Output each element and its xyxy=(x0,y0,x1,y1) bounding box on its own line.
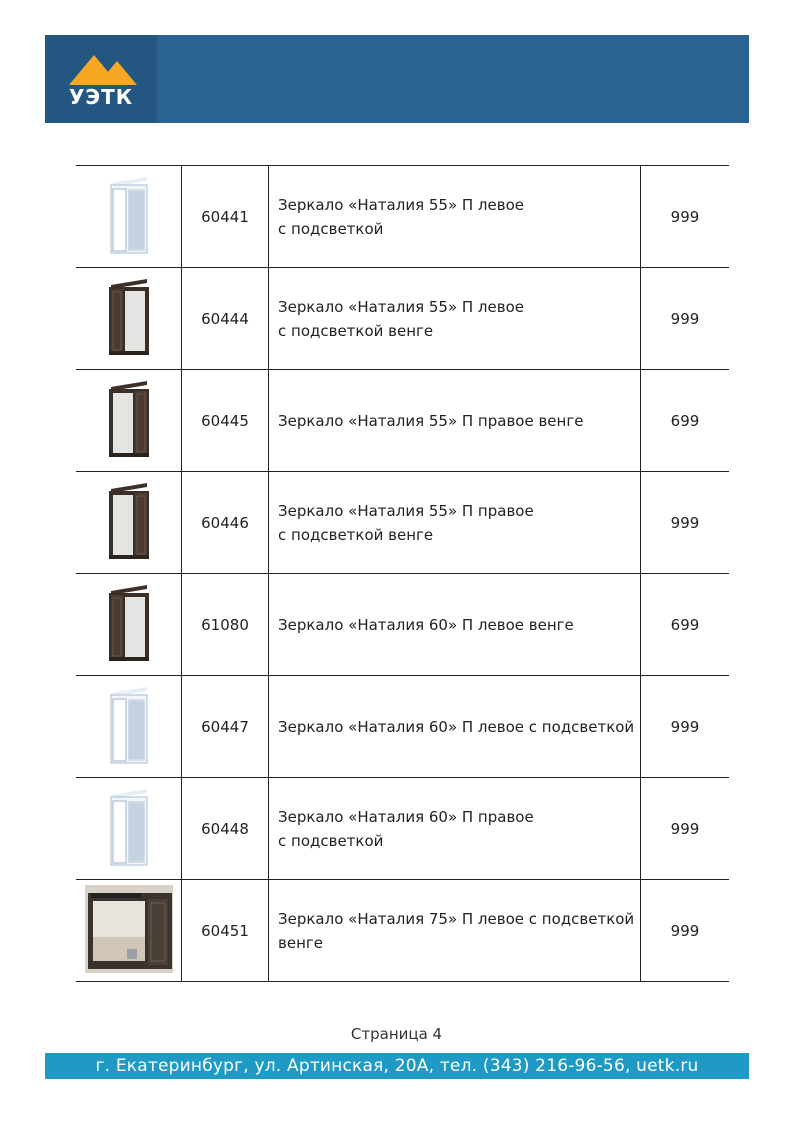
product-code: 60447 xyxy=(182,676,269,778)
product-price: 999 xyxy=(641,268,730,370)
product-name-line: венге xyxy=(278,933,323,952)
logo-text: УЭТК xyxy=(69,85,134,109)
product-name-line: Зеркало «Наталия 55» П левое xyxy=(278,195,524,214)
product-name xyxy=(269,268,641,370)
product-name-line: Зеркало «Наталия 55» П правое венге xyxy=(278,411,584,430)
table-row xyxy=(76,676,729,778)
wide-wenge-mirror-cabinet-photo xyxy=(85,885,173,977)
product-name-line: Зеркало «Наталия 60» П правое xyxy=(278,807,534,826)
product-image-cell xyxy=(76,472,182,574)
wenge-mirror-cabinet-right-icon xyxy=(107,481,151,565)
product-image-cell xyxy=(76,166,182,268)
product-price: 999 xyxy=(641,778,730,880)
product-name xyxy=(269,166,641,268)
product-name-line: с подсветкой венге xyxy=(278,321,434,340)
wenge-mirror-cabinet-left-icon xyxy=(107,277,151,361)
product-price: 999 xyxy=(641,676,730,778)
product-code: 60451 xyxy=(182,880,269,982)
product-price: 999 xyxy=(641,880,730,982)
page-number: Страница 4 xyxy=(350,1025,443,1043)
footer-contact-bar: г. Екатеринбург, ул. Артинская, 20А, тел. (343) 216-96-56, uetk.ru xyxy=(45,1053,749,1079)
product-code: 60446 xyxy=(182,472,269,574)
table-row xyxy=(76,880,729,982)
white-mirror-cabinet-left-icon xyxy=(107,175,151,259)
product-name-line: Зеркало «Наталия 75» П левое с подсветкой xyxy=(278,909,635,928)
product-name xyxy=(269,778,641,880)
roof-logo-icon xyxy=(67,51,139,87)
product-price: 999 xyxy=(641,166,730,268)
product-code: 60441 xyxy=(182,166,269,268)
product-price: 699 xyxy=(641,370,730,472)
table-row xyxy=(76,778,729,880)
table-row xyxy=(76,574,729,676)
white-mirror-cabinet-left-icon xyxy=(107,685,151,769)
product-image-cell xyxy=(76,370,182,472)
product-name-line: с подсветкой венге xyxy=(278,525,434,544)
wenge-mirror-cabinet-left-icon xyxy=(107,583,151,667)
product-code: 60448 xyxy=(182,778,269,880)
table-row xyxy=(76,166,729,268)
product-image-cell xyxy=(76,574,182,676)
product-code: 60444 xyxy=(182,268,269,370)
product-name xyxy=(269,370,641,472)
wenge-mirror-cabinet-right-icon xyxy=(107,379,151,463)
product-image-cell xyxy=(76,268,182,370)
product-image-cell xyxy=(76,778,182,880)
product-name-line: Зеркало «Наталия 60» П левое с подсветкой xyxy=(278,717,635,736)
product-image-cell xyxy=(76,880,182,982)
product-name xyxy=(269,676,641,778)
product-price: 699 xyxy=(641,574,730,676)
product-name xyxy=(269,472,641,574)
product-name-line: Зеркало «Наталия 55» П левое xyxy=(278,297,524,316)
product-name-line: с подсветкой xyxy=(278,831,384,850)
product-code: 60445 xyxy=(182,370,269,472)
product-image-cell xyxy=(76,676,182,778)
product-name-line: с подсветкой xyxy=(278,219,384,238)
product-name-line: Зеркало «Наталия 60» П левое венге xyxy=(278,615,574,634)
table-row xyxy=(76,370,729,472)
product-name-line: Зеркало «Наталия 55» П правое xyxy=(278,501,534,520)
table-row xyxy=(76,268,729,370)
product-table xyxy=(76,165,729,982)
company-logo xyxy=(45,35,157,123)
table-row xyxy=(76,472,729,574)
white-mirror-cabinet-right-icon xyxy=(107,787,151,871)
product-code: 61080 xyxy=(182,574,269,676)
product-name xyxy=(269,574,641,676)
product-name xyxy=(269,880,641,982)
product-price: 999 xyxy=(641,472,730,574)
